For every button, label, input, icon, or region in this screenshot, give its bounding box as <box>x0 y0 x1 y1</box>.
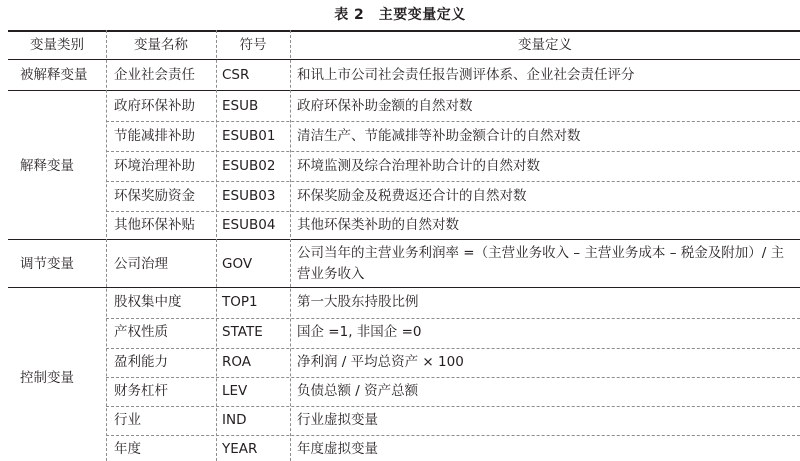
header-symbol: 符号 <box>239 37 267 53</box>
table-row-symbol: TOP1 <box>222 294 258 310</box>
table-row-definition: 公司当年的主营业务利润率 =（主营业务收入 – 主营业务成本 – 税金及附加）/ 主营业务收入 <box>297 245 785 282</box>
row-divider <box>106 121 800 122</box>
table-row-symbol: ESUB <box>222 98 259 114</box>
table-row-name: 产权性质 <box>114 324 168 340</box>
table-row-symbol: YEAR <box>222 441 258 457</box>
table-row-name: 企业社会责任 <box>114 67 195 83</box>
table-row-name: 其他环保补贴 <box>114 217 195 233</box>
table-row-definition: 国企 =1, 非国企 =0 <box>297 324 422 340</box>
row-divider <box>106 406 800 407</box>
header-name: 变量名称 <box>134 37 188 53</box>
group-rule <box>8 239 800 240</box>
table-row-name: 政府环保补助 <box>114 98 195 114</box>
top-rule <box>8 30 800 32</box>
table-row-symbol: ESUB03 <box>222 188 276 204</box>
header-rule <box>8 59 800 60</box>
table-row-definition: 其他环保类补助的自然对数 <box>297 217 459 233</box>
table-row-definition: 负债总额 / 资产总额 <box>297 383 419 399</box>
group-rule <box>8 287 800 288</box>
row-divider <box>106 435 800 436</box>
table-row-symbol: ESUB04 <box>222 217 276 233</box>
table-row-symbol: STATE <box>222 324 263 340</box>
table-row-name: 环境治理补助 <box>114 158 195 174</box>
table-row-definition: 年度虚拟变量 <box>297 441 378 457</box>
table-row-symbol: CSR <box>222 67 250 83</box>
table-row-name: 股权集中度 <box>114 294 182 310</box>
row-divider <box>106 377 800 378</box>
table-row-name: 行业 <box>114 412 141 428</box>
table-row-definition: 清洁生产、节能减排等补助金额合计的自然对数 <box>297 128 581 144</box>
row-divider <box>106 348 800 349</box>
table-row-definition: 环境监测及综合治理补助合计的自然对数 <box>297 158 540 174</box>
row-divider <box>106 151 800 152</box>
table-row-symbol: ROA <box>222 354 252 370</box>
table-row-symbol: LEV <box>222 383 248 399</box>
table-row-symbol: ESUB02 <box>222 158 276 174</box>
table-row-name: 盈利能力 <box>114 354 168 370</box>
row-divider <box>106 211 800 212</box>
category-dependent: 被解释变量 <box>20 67 88 83</box>
table-row-definition: 环保奖励金及税费返还合计的自然对数 <box>297 188 527 204</box>
table-row-definition: 第一大股东持股比例 <box>297 294 419 310</box>
table-row-name: 环保奖励资金 <box>114 188 195 204</box>
table-row-name: 公司治理 <box>114 256 168 272</box>
table-row-definition: 和讯上市公司社会责任报告测评体系、企业社会责任评分 <box>297 67 635 83</box>
category-moderating: 调节变量 <box>20 256 74 272</box>
table-row-definition: 政府环保补助金额的自然对数 <box>297 98 473 114</box>
table-title: 表 2 主要变量定义 <box>334 7 466 23</box>
group-rule <box>8 90 800 91</box>
row-divider <box>106 318 800 319</box>
category-control: 控制变量 <box>20 370 74 386</box>
column-divider <box>216 30 217 461</box>
header-category: 变量类别 <box>30 37 84 53</box>
table-row-name: 财务杠杆 <box>114 383 168 399</box>
table-row-symbol: IND <box>222 412 247 428</box>
column-divider <box>106 30 107 461</box>
category-explanatory: 解释变量 <box>20 158 74 174</box>
table-row-definition: 行业虚拟变量 <box>297 412 378 428</box>
table-row-definition: 净利润 / 平均总资产 × 100 <box>297 354 464 370</box>
table-row-name: 年度 <box>114 441 141 457</box>
header-definition: 变量定义 <box>518 37 572 53</box>
table-row-symbol: GOV <box>222 256 253 272</box>
row-divider <box>106 181 800 182</box>
column-divider <box>290 30 291 461</box>
table-row-name: 节能减排补助 <box>114 128 195 144</box>
table-row-symbol: ESUB01 <box>222 128 276 144</box>
